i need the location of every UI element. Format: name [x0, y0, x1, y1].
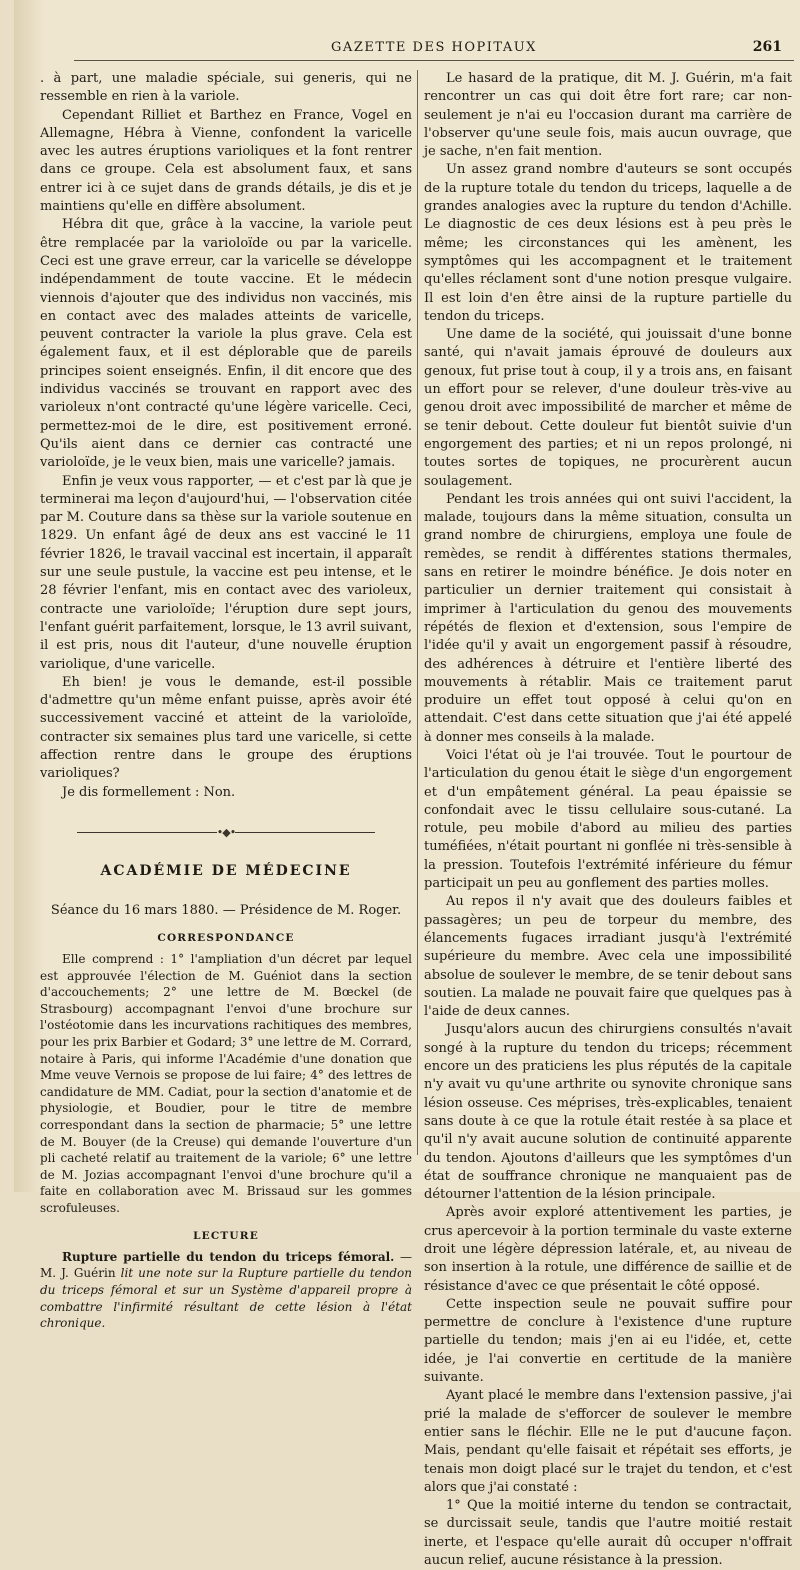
lecture-paragraph: [40, 1249, 412, 1332]
paragraph: Pendant les trois années qui ont suivi l'accident, la malade, toujours dans la même situation, consulta un grand nombre de chirurgiens, employa une foule de remèdes, se rendit à différentes stations thermales, sans en retirer le moindre bénéfice. Je dois noter en particulier un dernier traitement qui consistait à imprimer à l'articulation du genou des mouvements répétés de flexion et d'extension, sous l'empire de l'idée qu'il y avait un engorgement passif à résoudre, des adhérences à détruire et l'entière liberté des mouvements à rétablir. Mais ce traitement parut produire un effet tout opposé à celui qu'on en attendait. C'est dans cette situation que j'ai été appelé à donner mes conseils à la malade.: [424, 491, 792, 745]
paragraph: Voici l'état où je l'ai trouvée. Tout le pourtour de l'articulation du genou était le siège d'un engorgement et d'un empâtement général. La peau épaissie se confondait avec le tissu cellulaire sous-cutané. La rotule, peu mobile d'abord au milieu des parties tuméfiées, n'était pourtant ni gonflée ni très-sensible à la pression. Toutefois l'extrémité inférieure du fémur participait un peu au gonflement des parties molles.: [424, 747, 792, 892]
session-line: Séance du 16 mars 1880. — Présidence de M. Roger.: [50, 903, 402, 919]
lecture-heading: LECTURE: [193, 1229, 259, 1242]
paragraph: Cependant Rilliet et Barthez en France, Vogel en Allemagne, Hébra à Vienne, confondent la varicelle avec les autres éruptions varioliques et la font rentrer dans ce groupe. Cela est absolument faux, et sans entrer ici à ce sujet dans de grands détails, je dis et je maintiens qu'elle en diffère absolument.: [40, 107, 412, 215]
page-number: 261: [752, 39, 782, 55]
right-column: [424, 70, 792, 1570]
paragraph: 1° Que la moitié interne du tendon se contractait, se durcissait seule, tandis que l'autre moitié restait inerte, et l'espace qu'elle aurait dû occuper n'offrait aucun relief, aucune résistance à la pression.: [424, 1498, 792, 1569]
paragraph: Eh bien! je vous le demande, est-il possible d'admettre qu'un même enfant puisse, après avoir été successivement vacciné et atteint de la varioloïde, contracter six semaines plus tard une varicelle, si cette affection rentre dans le groupe des éruptions varioliques?: [40, 674, 412, 782]
paragraph: Ayant placé le membre dans l'extension passive, j'ai prié la malade de s'efforcer de soulever le membre entier sans le fléchir. Elle ne le put d'aucune façon. Mais, pendant qu'elle faisait et répétait ses efforts, je tenais mon doigt placé sur le trajet du tendon, et c'est alors que j'ai constaté :: [424, 1388, 792, 1495]
paragraph: Hébra dit que, grâce à la vaccine, la variole peut être remplacée par la varioloïde ou par la varicelle. Ceci est une grave erreur, car la varicelle se développe indépendamment de toute vaccine. Et le médecin viennois d'ajouter que des individus non vaccinés, mis en contact avec des malades atteints de varicelle, peuvent contracter la variole la plus grave. Cela est également faux, et il est déplorable que de pareils principes soient enseignés. Enfin, il dit encore que des individus vaccinés se trouvant en rapport avec des varioleux n'ont contracté qu'une légère varicelle. Ceci, permettez-moi de le dire, est positivement erroné. Qu'ils aient dans ce dernier cas contracté une varioloïde, je le veux bien, mais une varicelle? jamais.: [40, 217, 412, 471]
paragraph: Jusqu'alors aucun des chirurgiens consultés n'avait songé à la rupture du tendon du triceps; récemment encore un des praticiens les plus réputés de la capitale n'y avait vu qu'une arthrite ou synovite chronique sans lésion osseuse. Ces méprises, très-explicables, tenaient sans doute à ce que la rotule était restée à sa place et qu'il n'y avait aucune solution de continuité apparente du tendon. Ajoutons d'ailleurs que les symptômes d'un état de souffrance chronique ne manquaient pas de détourner l'attention de la lésion principale.: [424, 1022, 792, 1203]
paragraph: Je dis formellement : Non.: [62, 784, 236, 800]
newspaper-page: [14, 0, 800, 1569]
lecture-text: lit une note sur la Rupture partielle du tendon du triceps fémoral et sur un Système d'appareil propre à combattre l'infirmité résultant de cette lésion à l'état chronique.: [40, 1266, 412, 1331]
lecture-author: — M. J. Guérin: [40, 1249, 412, 1281]
page-header: [74, 36, 794, 61]
left-column: [40, 70, 412, 1332]
lecture-title: Rupture partielle du tendon du triceps fémoral.: [62, 1249, 395, 1264]
section-title: ACADÉMIE DE MÉDECINE: [100, 863, 352, 880]
paragraph: Enfin je veux vous rapporter, — et c'est par là que je terminerai ma leçon d'aujourd'hui, — l'observation citée par M. Couture dans sa thèse sur la variole soutenue en 1829. Un enfant âgé de deux ans est vacciné le 11 février 1826, le travail vaccinal est incertain, il apparaît sur une seule pustule, la vaccine est peu intense, et le 28 février l'enfant, mis en contact avec des varioleux, contracte une varioloïde; l'éruption dure sept jours, l'enfant guérit parfaitement, lorsque, le 13 avril suivant, il est pris, nous dit l'auteur, d'une nouvelle éruption variolique, d'une varicelle.: [40, 473, 412, 672]
section-ornament: •◆•: [40, 824, 412, 842]
correspondance-text: Elle comprend : 1° l'ampliation d'un décret par lequel est approuvée l'élection de M. Guéniot dans la section d'accouchements; 2° une lettre de M. Bœckel (de Strasbourg) accompagnant l'envoi d'une brochure sur l'ostéotomie dans les incurvations rachitiques des membres, pour les prix Barbier et Godard; 3° une lettre de M. Corrard, notaire à Paris, qui informe l'Académie d'une donation que Mme veuve Vernois se propose de lui faire; 4° des lettres de candidature de MM. Cadiat, pour la section d'anatomie et de physiologie, et Boudier, pour le titre de membre correspondant dans la section de pharmacie; 5° une lettre de M. Bouyer (de la Creuse) qui demande l'ouverture d'un pli cacheté relatif au traitement de la variole; 6° une lettre de M. Jozias accompagnant l'envoi d'une brochure qu'il a faite en collaboration avec M. Brissaud sur les gommes scrofuleuses.: [40, 952, 412, 1215]
paragraph: Cette inspection seule ne pouvait suffire pour permettre de conclure à l'existence d'une rupture partielle du tendon; mais j'en ai eu l'idée, et, cette idée, je l'ai convertie en certitude de la manière suivante.: [424, 1296, 792, 1386]
paragraph: Après avoir exploré attentivement les parties, je crus apercevoir à la portion terminale du vaste externe droit une légère dépression latérale, et, au niveau de son insertion à la rotule, une différence de saillie et de résistance d'avec ce que présentait le côté opposé.: [424, 1205, 792, 1294]
paragraph: . à part, une maladie spéciale, sui generis, qui ne ressemble en rien à la variole.: [40, 71, 412, 105]
paragraph: Le hasard de la pratique, dit M. J. Guérin, m'a fait rencontrer un cas qui doit être fort rare; car non-seulement je n'ai eu l'occasion durant ma carrière de l'observer qu'une seule fois, mais aucun ouvrage, que je sache, n'en fait mention.: [424, 71, 792, 160]
paragraph: Au repos il n'y avait que des douleurs faibles et passagères; un peu de torpeur du membre, des élancements fugaces irradiant jusqu'à l'extrémité supérieure du membre. Avec cela une impossibilité absolue de soulever le membre, de se tenir debout sans soutien. La malade ne pouvait faire que quelques pas à l'aide de deux cannes.: [424, 894, 792, 1020]
paragraph: Une dame de la société, qui jouissait d'une bonne santé, qui n'avait jamais éprouvé de douleurs aux genoux, fut prise tout à coup, il y a trois ans, en faisant un effort pour se relever, d'une douleur très-vive au genou droit avec impossibilité de marcher et même de se tenir debout. Cette douleur fut bientôt suivie d'un engorgement des parties; et ni un repos prolongé, ni toutes sortes de topiques, ne procurèrent aucun soulagement.: [424, 327, 792, 489]
journal-title: GAZETTE DES HOPITAUX: [331, 40, 537, 55]
column-divider: [417, 70, 418, 1155]
correspondance-heading: CORRESPONDANCE: [157, 931, 295, 944]
paragraph: Un assez grand nombre d'auteurs se sont occupés de la rupture totale du tendon du triceps, laquelle a de grandes analogies avec la rupture du tendon d'Achille. Le diagnostic de ces deux lésions est à peu près le même; les circonstances qui les amènent, les symptômes qui les accompagnent et le traitement qu'elles réclament sont d'une notion presque vulgaire. Il est loin d'en être ainsi de la rupture partielle du tendon du triceps.: [424, 162, 792, 324]
